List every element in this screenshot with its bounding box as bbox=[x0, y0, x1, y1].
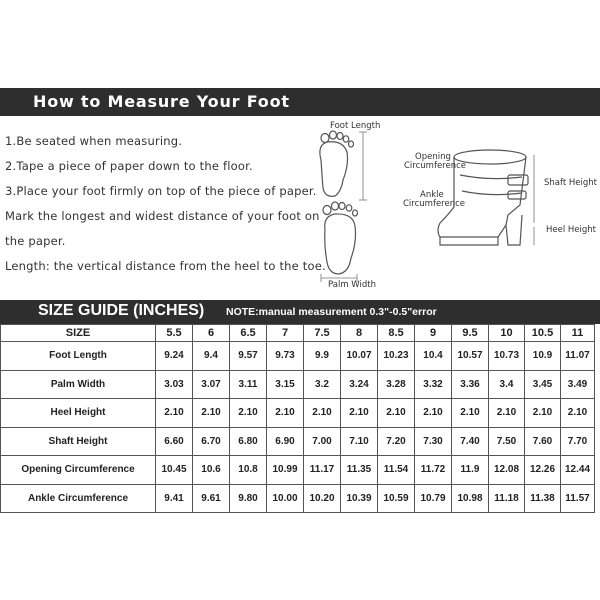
step-4: Mark the longest and widest distance of your foot on bbox=[5, 209, 320, 223]
table-row bbox=[1, 456, 595, 485]
size-header-row bbox=[1, 325, 595, 342]
value-cell: 11.9 bbox=[452, 456, 489, 485]
value-cell: 3.03 bbox=[156, 370, 193, 399]
table-row bbox=[1, 399, 595, 428]
table-row bbox=[1, 427, 595, 456]
size-cell: 8 bbox=[341, 325, 378, 342]
table-row bbox=[1, 484, 595, 513]
value-cell: 9.24 bbox=[156, 342, 193, 371]
size-cell: 7.5 bbox=[304, 325, 341, 342]
value-cell: 10.79 bbox=[415, 484, 452, 513]
row-label: Palm Width bbox=[1, 370, 156, 399]
value-cell: 10.98 bbox=[452, 484, 489, 513]
value-cell: 9.80 bbox=[230, 484, 267, 513]
row-label: Heel Height bbox=[1, 399, 156, 428]
value-cell: 3.24 bbox=[341, 370, 378, 399]
value-cell: 2.10 bbox=[230, 399, 267, 428]
value-cell: 10.45 bbox=[156, 456, 193, 485]
value-cell: 2.10 bbox=[378, 399, 415, 428]
size-cell: 10.5 bbox=[525, 325, 561, 342]
value-cell: 7.20 bbox=[378, 427, 415, 456]
value-cell: 3.32 bbox=[415, 370, 452, 399]
value-cell: 11.72 bbox=[415, 456, 452, 485]
value-cell: 9.57 bbox=[230, 342, 267, 371]
value-cell: 10.23 bbox=[378, 342, 415, 371]
value-cell: 7.00 bbox=[304, 427, 341, 456]
value-cell: 10.4 bbox=[415, 342, 452, 371]
size-cell: 7 bbox=[267, 325, 304, 342]
value-cell: 11.35 bbox=[341, 456, 378, 485]
palm-width-label: Palm Width bbox=[328, 280, 376, 290]
value-cell: 7.60 bbox=[525, 427, 561, 456]
step-2: 2.Tape a piece of paper down to the floor. bbox=[5, 159, 253, 173]
value-cell: 3.49 bbox=[561, 370, 595, 399]
value-cell: 9.9 bbox=[304, 342, 341, 371]
foot-length-label: Foot Length bbox=[330, 121, 381, 131]
value-cell: 10.73 bbox=[489, 342, 525, 371]
row-label: Ankle Circumference bbox=[1, 484, 156, 513]
row-label: Opening Circumference bbox=[1, 456, 156, 485]
value-cell: 3.4 bbox=[489, 370, 525, 399]
value-cell: 2.10 bbox=[193, 399, 230, 428]
ankle-label-2: Circumference bbox=[403, 199, 465, 209]
value-cell: 12.26 bbox=[525, 456, 561, 485]
value-cell: 2.10 bbox=[489, 399, 525, 428]
step-1: 1.Be seated when measuring. bbox=[5, 134, 183, 148]
table-row bbox=[1, 342, 595, 371]
value-cell: 10.20 bbox=[304, 484, 341, 513]
value-cell: 3.36 bbox=[452, 370, 489, 399]
table-row bbox=[1, 370, 595, 399]
size-cell: 6.5 bbox=[230, 325, 267, 342]
shaft-height-label: Shaft Height bbox=[544, 178, 597, 188]
value-cell: 12.08 bbox=[489, 456, 525, 485]
value-cell: 10.39 bbox=[341, 484, 378, 513]
value-cell: 11.38 bbox=[525, 484, 561, 513]
value-cell: 6.60 bbox=[156, 427, 193, 456]
value-cell: 7.50 bbox=[489, 427, 525, 456]
size-cell: 8.5 bbox=[378, 325, 415, 342]
size-cell: 9 bbox=[415, 325, 452, 342]
value-cell: 6.90 bbox=[267, 427, 304, 456]
value-cell: 9.73 bbox=[267, 342, 304, 371]
size-cell: 10 bbox=[489, 325, 525, 342]
value-cell: 3.07 bbox=[193, 370, 230, 399]
size-guide-title: SIZE GUIDE (INCHES) bbox=[38, 302, 205, 319]
ankle-label-1: Ankle bbox=[420, 190, 444, 200]
step-5: the paper. bbox=[5, 234, 66, 248]
value-cell: 2.10 bbox=[525, 399, 561, 428]
value-cell: 10.07 bbox=[341, 342, 378, 371]
size-cell: 11 bbox=[561, 325, 595, 342]
value-cell: 10.6 bbox=[193, 456, 230, 485]
size-guide-note: NOTE:manual measurement 0.3"-0.5"error bbox=[226, 306, 437, 318]
value-cell: 9.4 bbox=[193, 342, 230, 371]
value-cell: 11.07 bbox=[561, 342, 595, 371]
value-cell: 3.11 bbox=[230, 370, 267, 399]
step-6: Length: the vertical distance from the heel to the toe. bbox=[5, 259, 326, 273]
value-cell: 2.10 bbox=[452, 399, 489, 428]
row-label: Shaft Height bbox=[1, 427, 156, 456]
size-guide-bar bbox=[0, 300, 600, 324]
value-cell: 9.41 bbox=[156, 484, 193, 513]
value-cell: 7.10 bbox=[341, 427, 378, 456]
value-cell: 2.10 bbox=[156, 399, 193, 428]
value-cell: 2.10 bbox=[561, 399, 595, 428]
value-cell: 9.61 bbox=[193, 484, 230, 513]
size-cell: 9.5 bbox=[452, 325, 489, 342]
value-cell: 3.15 bbox=[267, 370, 304, 399]
heel-height-label: Heel Height bbox=[546, 225, 597, 235]
opening-label-2: Circumference bbox=[404, 161, 466, 171]
opening-label-1: Opening bbox=[415, 152, 451, 162]
value-cell: 2.10 bbox=[415, 399, 452, 428]
value-cell: 10.59 bbox=[378, 484, 415, 513]
value-cell: 10.8 bbox=[230, 456, 267, 485]
value-cell: 2.10 bbox=[341, 399, 378, 428]
value-cell: 10.57 bbox=[452, 342, 489, 371]
value-cell: 2.10 bbox=[304, 399, 341, 428]
value-cell: 10.9 bbox=[525, 342, 561, 371]
value-cell: 7.40 bbox=[452, 427, 489, 456]
step-3: 3.Place your foot firmly on top of the piece of paper. bbox=[5, 184, 317, 198]
value-cell: 10.00 bbox=[267, 484, 304, 513]
value-cell: 11.18 bbox=[489, 484, 525, 513]
value-cell: 11.54 bbox=[378, 456, 415, 485]
value-cell: 7.70 bbox=[561, 427, 595, 456]
value-cell: 2.10 bbox=[267, 399, 304, 428]
value-cell: 3.45 bbox=[525, 370, 561, 399]
value-cell: 6.70 bbox=[193, 427, 230, 456]
size-header-label: SIZE bbox=[1, 325, 156, 342]
value-cell: 12.44 bbox=[561, 456, 595, 485]
value-cell: 11.57 bbox=[561, 484, 595, 513]
value-cell: 6.80 bbox=[230, 427, 267, 456]
value-cell: 7.30 bbox=[415, 427, 452, 456]
value-cell: 3.2 bbox=[304, 370, 341, 399]
page-title: How to Measure Your Foot bbox=[33, 92, 290, 111]
size-table bbox=[0, 324, 595, 513]
title-bar bbox=[0, 88, 600, 116]
size-cell: 6 bbox=[193, 325, 230, 342]
row-label: Foot Length bbox=[1, 342, 156, 371]
foot-diagram bbox=[305, 120, 385, 290]
value-cell: 11.17 bbox=[304, 456, 341, 485]
value-cell: 3.28 bbox=[378, 370, 415, 399]
value-cell: 10.99 bbox=[267, 456, 304, 485]
size-cell: 5.5 bbox=[156, 325, 193, 342]
